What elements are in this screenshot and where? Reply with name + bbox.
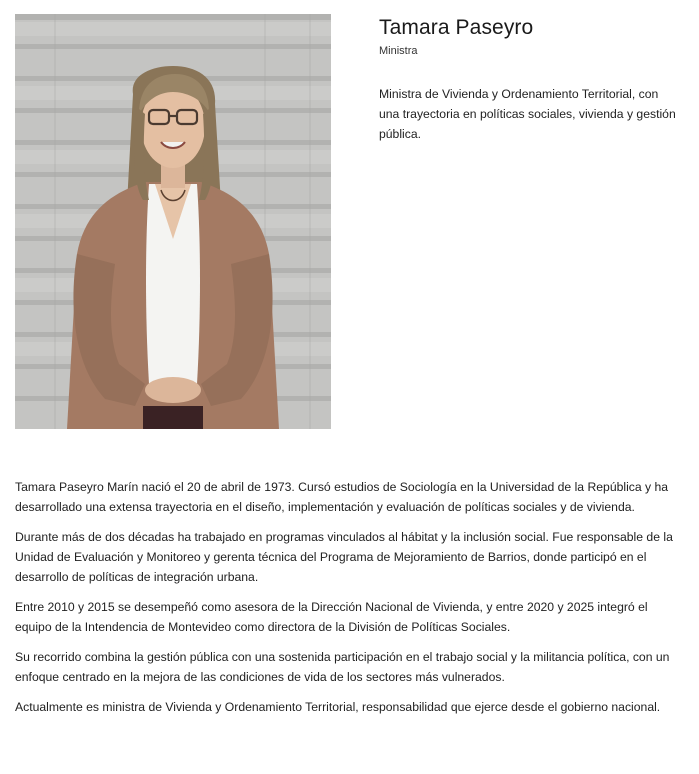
profile-role: Ministra [379,45,418,57]
bio-paragraph: Actualmente es ministra de Vivienda y Ordenamiento Territorial, responsabilidad que ejerce desde el gobierno nacional. [15,700,661,714]
biography [15,477,685,727]
profile-summary: Ministra de Vivienda y Ordenamiento Territorial, con una trayectoria en políticas sociales, vivienda y gestión pública. [379,87,676,141]
profile-header [379,15,679,58]
bio-paragraph: Entre 2010 y 2015 se desempeñó como asesora de la Dirección Nacional de Vivienda, y entre 2020 y 2025 integró el equipo de la Intendencia de Montevideo como directora de la División de Políticas Sociales. [15,600,648,634]
profile-photo [15,14,331,429]
bio-paragraph: Su recorrido combina la gestión pública con una sostenida participación en el trabajo social y la militancia política, con un enfoque centrado en la mejora de las condiciones de vida de los sectores más vulnerados. [15,650,670,684]
profile-name: Tamara Paseyro [379,16,534,39]
bio-paragraph: Tamara Paseyro Marín nació el 20 de abril de 1973. Cursó estudios de Sociología en la Universidad de la República y ha desarrollado una extensa trayectoria en el diseño, implementación y evaluación de políticas sociales y de vivienda. [15,480,669,514]
bio-paragraph: Durante más de dos décadas ha trabajado en programas vinculados al hábitat y la inclusión social. Fue responsable de la Unidad de Evaluación y Monitoreo y gerenta técnica del Programa de Mejoramiento de Barrios, donde participó en el desarrollo de políticas de integración urbana. [15,530,673,584]
